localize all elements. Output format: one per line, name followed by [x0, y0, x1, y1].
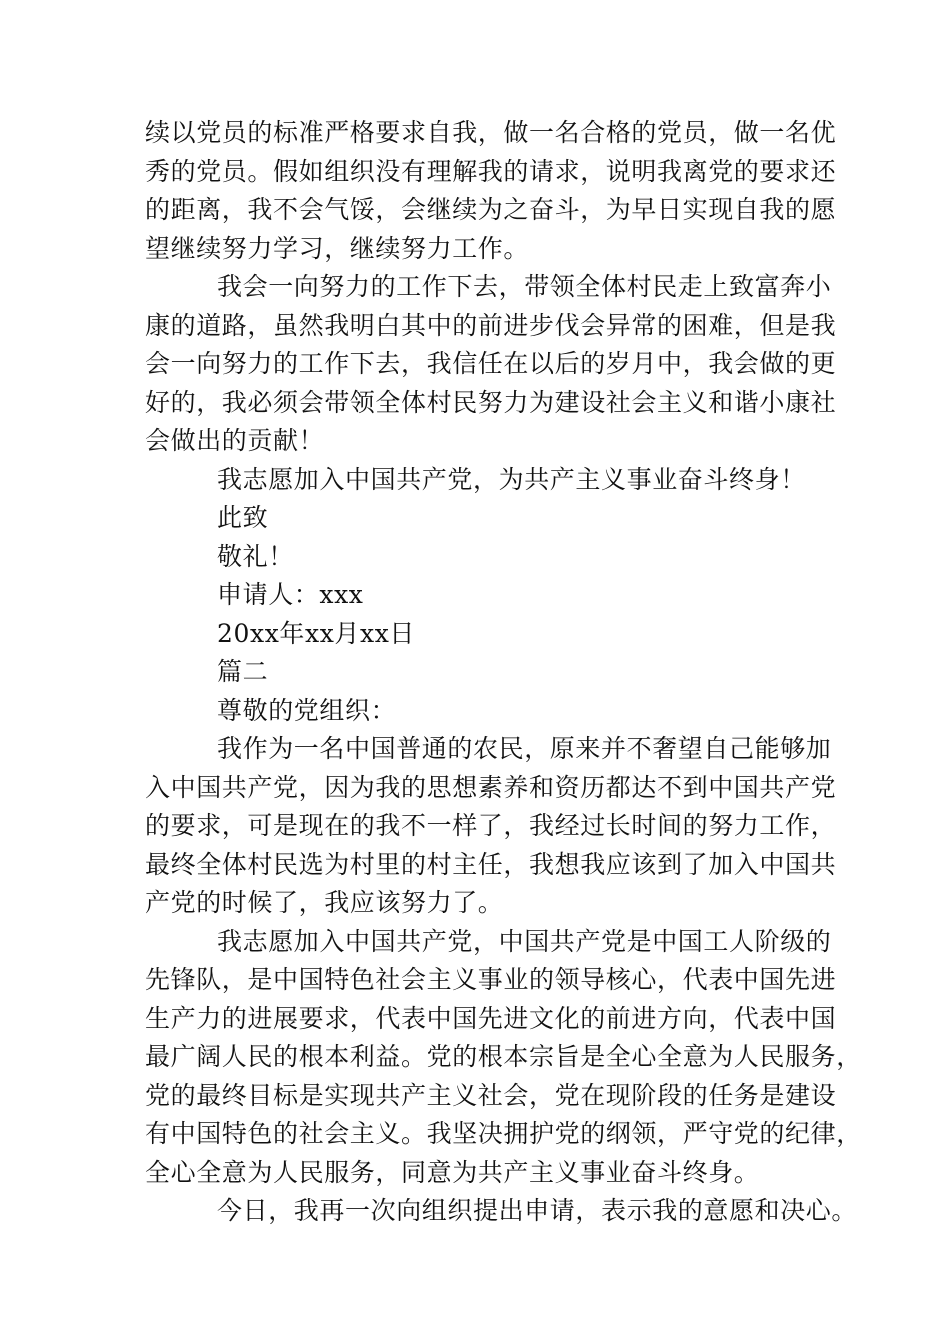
text-line: 我志愿加入中国共产党，为共产主义事业奋斗终身！ [217, 464, 806, 494]
paragraph [145, 730, 837, 923]
text-line: 先锋队，是中国特色社会主义事业的领导核心，代表中国先进 [145, 965, 837, 994]
text-line: 尊敬的党组织： [217, 695, 397, 725]
paragraph [145, 615, 815, 654]
paragraph [145, 268, 837, 461]
text-line: 秀的党员。假如组织没有理解我的请求，说明我离党的要求还 [145, 156, 837, 186]
text-line: 会做出的贡献！ [145, 426, 325, 455]
text-line: 产党的时候了，我应该努力了。 [145, 888, 504, 917]
paragraph [145, 576, 815, 615]
text-line: 我会一向努力的工作下去，带领全体村民走上致富奔小 [217, 272, 832, 301]
text-line: 申请人：xxx [217, 580, 364, 609]
text-line: 此致 [217, 503, 269, 532]
paragraph [145, 923, 862, 1193]
text-line: 好的，我必须会带领全体村民努力为建设社会主义和谐小康社 [145, 387, 837, 417]
paragraph [145, 653, 815, 692]
text-line: 最广阔人民的根本利益。党的根本宗旨是全心全意为人民服务， [145, 1042, 862, 1071]
text-line: 的距离，我不会气馁，会继续为之奋斗，为早日实现自我的愿 [145, 195, 837, 224]
text-line: 我作为一名中国普通的农民，原来并不奢望自己能够加 [217, 734, 832, 763]
text-line: 康的道路，虽然我明白其中的前进步伐会异常的困难，但是我 [145, 310, 837, 340]
text-line: 入中国共产党，因为我的思想素养和资历都达不到中国共产党 [145, 772, 837, 802]
paragraph [145, 499, 815, 538]
text-line: 最终全体村民选为村里的村主任，我想我应该到了加入中国共 [145, 849, 837, 879]
text-line: 的要求，可是现在的我不一样了，我经过长时间的努力工作， [145, 811, 837, 840]
text-line: 有中国特色的社会主义。我坚决拥护党的纲领，严守党的纪律， [145, 1119, 862, 1148]
paragraph [145, 114, 837, 268]
text-line: 敬礼！ [217, 541, 294, 571]
text-line: 党的最终目标是实现共产主义社会，党在现阶段的任务是建设 [145, 1080, 837, 1110]
text-line: 望继续努力学习，继续努力工作。 [145, 233, 530, 263]
text-line: 篇二 [217, 657, 269, 686]
text-line: 会一向努力的工作下去，我信任在以后的岁月中，我会做的更 [145, 349, 837, 378]
paragraph [145, 461, 815, 500]
document-body [145, 114, 862, 1231]
text-line: 续以党员的标准严格要求自我，做一名合格的党员，做一名优 [145, 118, 837, 147]
paragraph [145, 692, 815, 731]
text-line: 我志愿加入中国共产党，中国共产党是中国工人阶级的 [217, 926, 832, 956]
text-line: 20xx年xx月xx日 [217, 618, 416, 648]
paragraph [145, 1192, 858, 1231]
text-line: 全心全意为人民服务，同意为共产主义事业奋斗终身。 [145, 1157, 760, 1187]
text-line: 今日，我再一次向组织提出申请，表示我的意愿和决心。 [217, 1196, 858, 1225]
paragraph [145, 538, 815, 577]
text-line: 生产力的进展要求，代表中国先进文化的前进方向，代表中国 [145, 1003, 837, 1033]
